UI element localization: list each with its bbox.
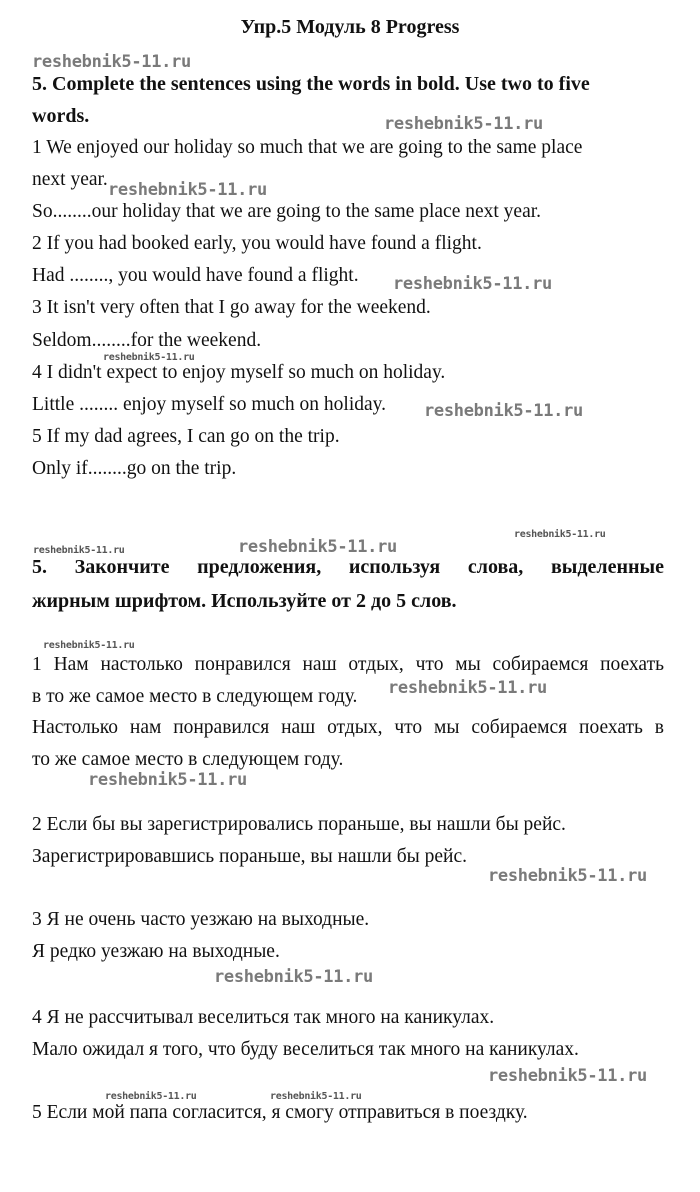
russian-sentence-4: 4 Я не рассчитывал веселиться так много на каникулах. xyxy=(32,1007,495,1028)
watermark: reshebnik5-11.ru xyxy=(488,866,647,886)
russian-answer-1: Настолько нам понравился наш отдых, что мы собираемся поехать в xyxy=(32,717,664,738)
watermark: reshebnik5-11.ru xyxy=(270,1091,362,1102)
russian-task-heading-cont: жирным шрифтом. Используйте от 2 до 5 слов. xyxy=(32,590,457,612)
english-answer-3: Seldom........for the weekend. xyxy=(32,330,262,351)
watermark: reshebnik5-11.ru xyxy=(388,678,547,698)
english-sentence-1-cont: next year. xyxy=(32,169,108,190)
russian-sentence-5: 5 Если мой папа согласится, я смогу отправиться в поездку. xyxy=(32,1102,528,1123)
english-answer-2: Had ........, you would have found a flight. xyxy=(32,265,359,286)
english-sentence-5: 5 If my dad agrees, I can go on the trip. xyxy=(32,426,340,447)
russian-sentence-1-cont: в то же самое место в следующем году. xyxy=(32,686,358,707)
russian-sentence-2: 2 Если бы вы зарегистрировались пораньше, вы нашли бы рейс. xyxy=(32,814,566,835)
english-task-heading: 5. Complete the sentences using the words in bold. Use two to five xyxy=(32,73,590,95)
english-answer-4: Little ........ enjoy myself so much on holiday. xyxy=(32,394,387,415)
watermark: reshebnik5-11.ru xyxy=(514,529,606,540)
english-task-heading-cont: words. xyxy=(32,105,90,127)
watermark: reshebnik5-11.ru xyxy=(105,1091,197,1102)
english-answer-5: Only if........go on the trip. xyxy=(32,458,237,479)
russian-answer-4: Мало ожидал я того, что буду веселиться так много на каникулах. xyxy=(32,1039,579,1060)
watermark: reshebnik5-11.ru xyxy=(43,640,135,651)
russian-answer-3: Я редко уезжаю на выходные. xyxy=(32,941,280,962)
watermark: reshebnik5-11.ru xyxy=(393,274,552,294)
english-sentence-3: 3 It isn't very often that I go away for the weekend. xyxy=(32,297,431,318)
russian-sentence-1: 1 Нам настолько понравился наш отдых, что мы собираемся поехать xyxy=(32,654,664,675)
russian-answer-2: Зарегистрировавшись пораньше, вы нашли бы рейс. xyxy=(32,846,467,867)
watermark: reshebnik5-11.ru xyxy=(108,180,267,200)
russian-sentence-3: 3 Я не очень часто уезжаю на выходные. xyxy=(32,909,370,930)
watermark: reshebnik5-11.ru xyxy=(488,1066,647,1086)
russian-answer-1-cont: то же самое место в следующем году. xyxy=(32,749,344,770)
watermark: reshebnik5-11.ru xyxy=(32,52,191,72)
watermark: reshebnik5-11.ru xyxy=(384,114,543,134)
russian-task-heading: 5. Закончите предложения, используя слова, выделенные xyxy=(32,556,664,578)
watermark: reshebnik5-11.ru xyxy=(88,770,247,790)
page-title: Упр.5 Модуль 8 Progress xyxy=(240,16,460,38)
english-sentence-4: 4 I didn't expect to enjoy myself so much on holiday. xyxy=(32,362,446,383)
watermark: reshebnik5-11.ru xyxy=(238,537,397,557)
watermark: reshebnik5-11.ru xyxy=(424,401,583,421)
english-sentence-2: 2 If you had booked early, you would have found a flight. xyxy=(32,233,482,254)
english-answer-1: So........our holiday that we are going to the same place next year. xyxy=(32,201,542,222)
english-sentence-1: 1 We enjoyed our holiday so much that we are going to the same place xyxy=(32,137,583,158)
watermark: reshebnik5-11.ru xyxy=(214,967,373,987)
watermark: reshebnik5-11.ru xyxy=(33,545,125,556)
watermark: reshebnik5-11.ru xyxy=(103,352,195,363)
